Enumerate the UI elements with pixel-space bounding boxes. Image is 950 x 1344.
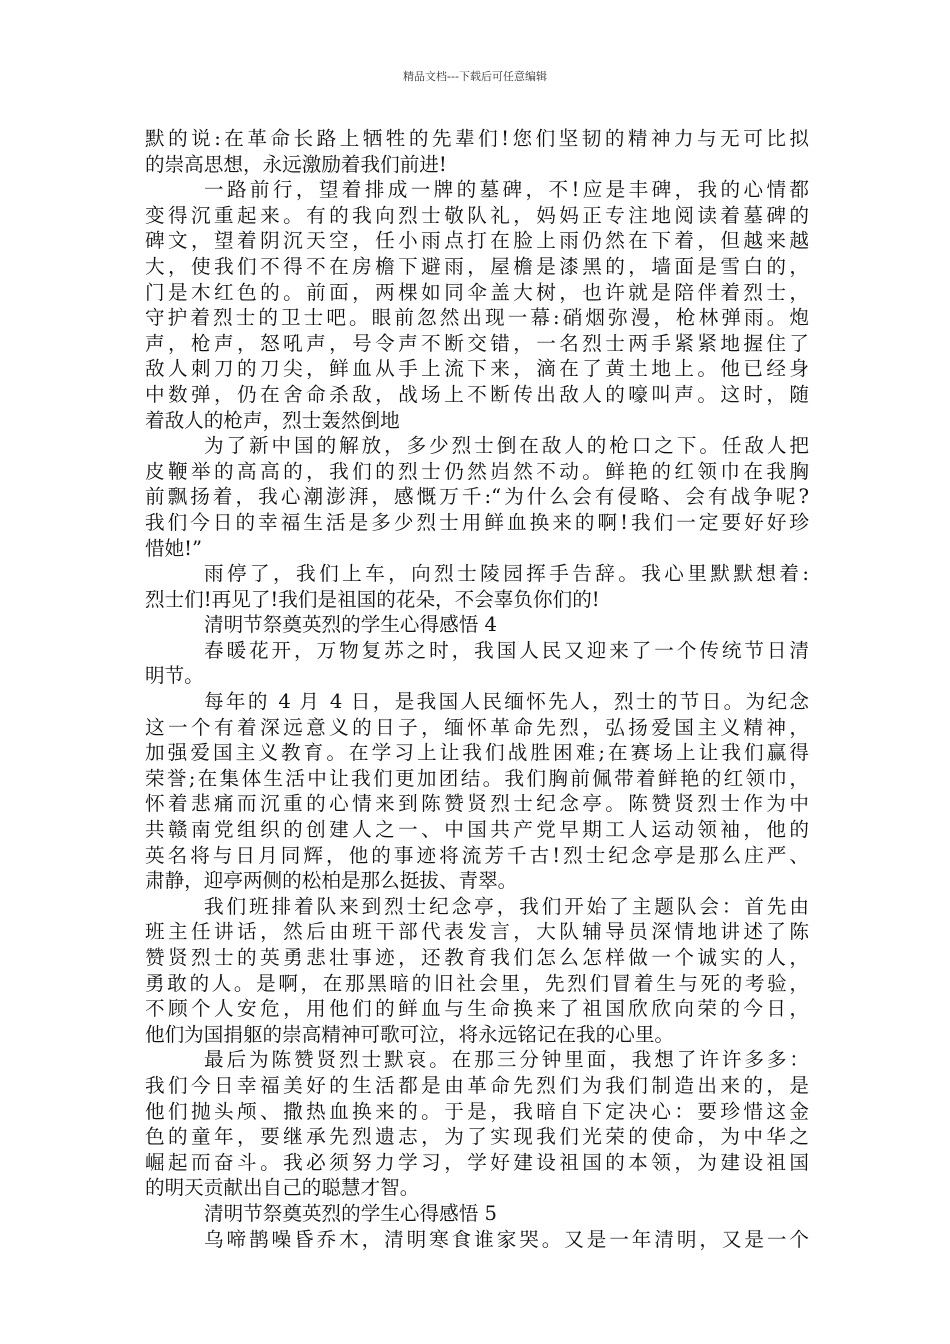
text-line: 赞贤烈士的英勇悲壮事迹，还教育我们怎么怎样做一个诚实的人， [145, 946, 809, 969]
text-line: 班主任讲话，然后由班干部代表发言，大队辅导员深情地讲述了陈 [145, 920, 809, 944]
text-line: 加强爱国主义教育。在学习上让我们战胜困难;在赛场上让我们赢得 [145, 741, 809, 765]
text-line: 变得沉重起来。有的我向烈士敬队礼，妈妈正专注地阅读着墓碑的 [145, 203, 809, 227]
text-line: 的明天贡献出自己的聪慧才智。 [145, 1176, 420, 1200]
text-line: 雨停了，我们上车，向烈士陵园挥手告辞。我心里默默想着: [204, 562, 809, 586]
text-line: 怀着悲痛而沉重的心情来到陈赞贤烈士纪念亭。陈赞贤烈士作为中 [145, 792, 809, 816]
text-line: 明节。 [145, 664, 204, 688]
text-line: 惜她!” [145, 536, 203, 560]
page-header: 精品文档---下载后可任意编辑 [403, 70, 547, 83]
text-line: 崛起而奋斗。我必须努力学习，学好建设祖国的本领，为建设祖国 [145, 1150, 809, 1174]
text-line: 默的说:在革命长路上牺牲的先辈们!您们坚韧的精神力与无可比拟 [145, 127, 809, 150]
text-line: 皮鞭举的高高的，我们的烈士仍然岿然不动。鲜艳的红领巾在我胸 [145, 459, 809, 483]
text-line: 中数弹，仍在舍命杀敌，战场上不断传出敌人的嚎叫声。这时，随 [145, 382, 809, 406]
text-line: 肃静，迎亭两侧的松柏是那么挺拔、青翠。 [145, 869, 518, 893]
text-line: 最后为陈赞贤烈士默哀。在那三分钟里面，我想了许许多多： [204, 1048, 809, 1072]
text-line: 他们抛头颅、撒热血换来的。于是，我暗自下定决心：要珍惜这金 [145, 1099, 809, 1123]
text-line: 声，枪声，怒吼声，号令声不断交错，一名烈士两手紧紧地握住了 [145, 331, 809, 355]
text-line: 我们今日的幸福生活是多少烈士用鲜血换来的啊!我们一定要好好珍 [145, 510, 809, 534]
text-line: 烈士们!再见了!我们是祖国的花朵，不会辜负你们的! [145, 587, 600, 611]
text-line: 为了新中国的解放，多少烈士倒在敌人的枪口之下。任敌人把 [204, 434, 809, 458]
body-text [145, 126, 809, 1252]
text-line: 这一个有着深远意义的日子，缅怀革命先烈，弘扬爱国主义精神， [145, 715, 809, 739]
text-line: 碑文，望着阴沉天空，任小雨点打在脸上雨仍然在下着，但越来越 [145, 229, 809, 253]
text-line: 的崇高思想，永远激励着我们前进! [145, 152, 447, 176]
text-line: 不顾个人安危，用他们的鲜血与生命换来了祖国欣欣向荣的今日， [145, 997, 809, 1021]
text-line: 前飘扬着，我心潮澎湃，感慨万千:“为什么会有侵略、会有战争呢? [145, 485, 809, 509]
text-line: 勇敢的人。是啊，在那黑暗的旧社会里，先烈们冒着生与死的考验， [145, 971, 809, 995]
text-line: 清明节祭奠英烈的学生心得感悟 4 [204, 613, 498, 637]
text-line: 每年的 4 月 4 日，是我国人民缅怀先人，烈士的节日。为纪念 [204, 690, 809, 714]
text-line: 英名将与日月同辉，他的事迹将流芳千古!烈士纪念亭是那么庄严、 [145, 843, 809, 867]
text-line: 他们为国捐躯的崇高精神可歌可泣，将永远铭记在我的心里。 [145, 1022, 675, 1046]
text-line: 共赣南党组织的创建人之一、中国共产党早期工人运动领袖，他的 [145, 818, 809, 842]
text-line: 春暖花开，万物复苏之时，我国人民又迎来了一个传统节日清 [204, 638, 809, 662]
text-line: 清明节祭奠英烈的学生心得感悟 5 [204, 1201, 498, 1225]
text-line: 着敌人的枪声，烈士轰然倒地 [145, 408, 400, 432]
text-line: 大，使我们不得不在房檐下避雨，屋檐是漆黑的，墙面是雪白的， [145, 254, 809, 278]
text-line: 门是木红色的。前面，两棵如同伞盖大树，也许就是陪伴着烈士， [145, 280, 809, 304]
text-line: 一路前行，望着排成一牌的墓碑，不!应是丰碑，我的心情都 [204, 178, 809, 202]
text-line: 荣誉;在集体生活中让我们更加团结。我们胸前佩带着鲜艳的红领巾， [145, 766, 809, 790]
text-line: 乌啼鹊噪昏乔木，清明寒食谁家哭。又是一年清明，又是一个 [204, 1227, 809, 1251]
text-line: 敌人刺刀的刀尖，鲜血从手上流下来，滴在了黄土地上。他已经身 [145, 357, 809, 381]
text-line: 我们今日幸福美好的生活都是由革命先烈们为我们制造出来的，是 [145, 1073, 809, 1097]
text-line: 守护着烈士的卫士吧。眼前忽然出现一幕:硝烟弥漫，枪林弹雨。炮 [145, 306, 809, 330]
text-line: 色的童年，要继承先烈遗志，为了实现我们光荣的使命，为中华之 [145, 1125, 809, 1149]
text-line: 我们班排着队来到烈士纪念亭，我们开始了主题队会：首先由 [204, 894, 809, 918]
